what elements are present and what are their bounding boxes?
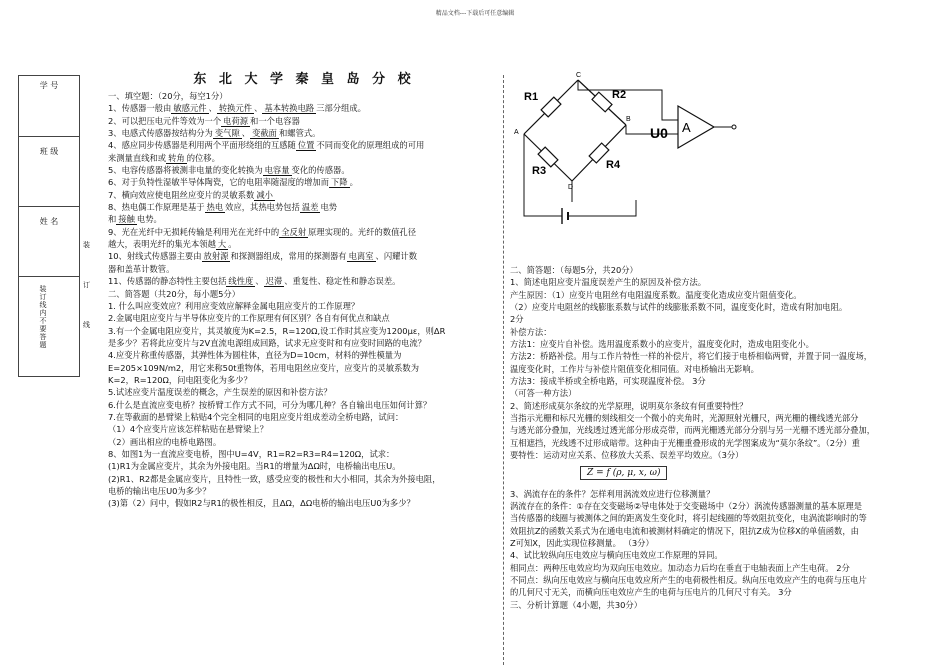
text-line: 当传感器的线圈与被测体之间的距离发生变化时，将引起线圈的等效阻抗变化，电涡流影响时的等 [510,513,867,524]
text-line: 2、可以把压电元件等效为一个 电荷源 和一个电容器 [108,115,300,126]
formula: Z = f (ρ, μ, x, ω) [580,466,667,480]
text-line: 的几何尺寸无关，而横向压电效应产生的电荷与压电片的几何尺寸有关。 3分 [510,587,792,598]
header-note: 精品文档---下载后可任意编辑 [435,10,515,17]
text-line: 5.试述应变片温度误差的概念，产生误差的原因和补偿方法？ [108,387,332,398]
right-column [510,264,942,611]
divider [19,276,79,277]
text-line: 4.应变片称重传感器，其弹性体为圆柱体，直径为D=10cm，材料的弹性模量为 [108,350,402,361]
text-line: 4、感应同步传感器是利用两个平面形绕组的互感随 位置 不同而变化的原理组成的可用 [108,140,425,151]
text-line: 1、传感器一般由 敏感元件 、 转换元件 、 基本转换电路 三部分组成。 [108,103,366,114]
text-line: 补偿方法： [510,326,552,337]
text-line: 3、涡流存在的条件？怎样利用涡流效应进行位移测量？ [510,488,715,499]
text-line: （可答一种方法） [510,388,577,399]
text-line: 方法1：应变片自补偿。选用温度系数小的应变片，温度变化时，造成电阻变化小。 [510,339,814,350]
text-line: 3、电感式传感器按结构分为 变气隙 、 变截面 和螺管式。 [108,128,321,139]
class-label: 班 级 [39,147,59,156]
text-line: 方法3：接成半桥或全桥电路，可实现温度补偿。 3分 [510,376,706,387]
text-line: 器和盖革计数管。 [108,263,175,274]
column-divider [503,75,504,665]
left-column [108,90,500,510]
student-info-box [18,75,80,377]
label-r4: R4 [606,159,621,171]
text-line: 5、电容传感器将被测非电量的变化转换为 电容量 变化的传感器。 [108,165,350,176]
text-line: 与透光部分叠加，光线透过透光部分形成亮带，而两光栅透光部分分别与另一光栅不透光部分叠加， [510,425,876,436]
node-c: C [576,72,582,79]
binding-mark: 线 [83,321,90,329]
text-line: E=205×109N/m2，用它来称50t重物体，若用电阻丝应变片，应变片的灵敏系数为 [108,362,420,373]
binding-mark: 装 [83,241,90,249]
label-r3: R3 [532,165,547,177]
text-line: 当指示光栅和标尺光栅的刻线相交一个微小的夹角时，光源照射光栅尺，两光栅的栅线透光部分 [510,413,859,424]
text-line: 2分 [510,314,524,325]
text-line: 来测量直线和或 转角 的位移。 [108,152,220,163]
text-line: 7、横向效应使电阻丝应变片的灵敏系数 减小 [108,189,273,200]
name-label: 姓 名 [39,217,59,226]
text-line: 是多少？若将此应变片与2V直流电源组成回路，试求无应变时和有应变时回路的电流？ [108,337,426,348]
text-line: Z可知X，因此实现位移测量。 （3分） [510,537,654,548]
bridge-circuit-diagram [510,68,750,248]
node-a: A [514,129,519,136]
text-line: 8、热电偶工作原理是基于 热电 效应，其热电势包括 温差 电势 [108,202,338,213]
label-r2: R2 [612,89,627,101]
binding-line-marks [83,225,90,345]
text-line: 一、填空题：（20分，每空1分） [108,91,228,101]
binding-notice: 装订线内不要答题 [39,285,47,349]
output-terminal [732,125,736,129]
node-d: D [568,184,574,191]
text-line: 10、射线式传感器主要由 放射源 和探测器组成，常用的探测器有 电离室 、闪耀计数 [108,251,418,262]
text-line: 二、简答题：（每题5分，共20分） [510,265,638,275]
divider [19,136,79,137]
text-line: 产生原因：（1）应变片电阻丝有电阻温度系数。温度变化造成应变片阻值变化。 [510,289,802,300]
text-line: 二、简答题（共20分，每小题5分） [108,288,240,299]
text-line: （2）画出相应的电桥电路图。 [108,436,222,447]
text-line: 三、分析计算题（4小题，共30分） [510,599,642,610]
text-line: 7.在等截面的悬臂梁上粘贴4个完全相同的电阻应变片组成差动全桥电路，试问： [108,411,404,422]
text-line: (3)第（2）问中，假如R2与R1的极性相反，且ΔΩ，ΔΩ电桥的输出电压U0为多少？ [108,498,415,509]
text-line: 互相遮挡，光线透不过形成暗带。这种由于光栅重叠形成的光学图案成为“莫尔条纹”。（2分）重 [510,437,860,448]
text-line: 11、传感器的静态特性主要包括 线性度 、 迟滞 、重复性、稳定性和静态误差。 [108,276,401,287]
text-line: K=2，R=120Ω，问电阻变化为多少？ [108,374,252,385]
text-line: 不同点：纵向压电效应与横向压电效应所产生的电荷极性相反。纵向压电效应产生的电荷与压电片 [510,574,867,585]
text-line: 3.有一个金属电阻应变片，其灵敏度为K=2.5，R=120Ω,设工作时其应变为1200με，则ΔR [108,325,446,336]
text-line: 越大，表明光纤的集光本领越 大 。 [108,239,237,250]
text-line: 9、光在光纤中无损耗传输是利用光在光纤中的 全反射 原理实现的。光纤的数值孔径 [108,226,416,237]
text-line: 效阻抗Z的函数关系式为在通电电流和被测材料确定的情况下，阻抗Z成为位移X的单值函数，由 [510,525,859,536]
text-line: 电桥的输出电压U0为多少？ [108,486,211,496]
text-line: 2.金属电阻应变片与半导体应变片的工作原理有何区别？各自有何优点和缺点 [108,313,390,324]
text-line: 涡流存在的条件：①存在交变磁场②导电体处于交变磁场中（2分）涡流传感器测量的基本原理是 [510,500,863,511]
divider [19,206,79,207]
text-line: 8、如图1为一直流应变电桥，图中U=4V，R1=R2=R3=R4=120Ω，试求： [108,448,395,459]
text-line: 相同点：两种压电效应均为双向压电效应。加动态力后均在垂直于电轴表面上产生电荷。 2分 [510,562,850,573]
text-line: 方法2：桥路补偿。用与工作片特性一样的补偿片，将它们接于电桥相临两臂，并置于同一温度场， [510,351,873,362]
label-r1: R1 [524,91,539,103]
amp-label: A [682,120,691,135]
text-line: (1)R1为金属应变片，其余为外接电阻。当R1的增量为ΔΩ时，电桥输出电压U。 [108,461,401,472]
text-line: 2、简述形成莫尔条纹的光学原理，说明莫尔条纹有何重要特性？ [510,400,748,411]
binding-mark: 订 [83,281,90,289]
text-line: 要特性：运动对应关系、位移放大关系、误差平均效应。（3分） [510,450,744,461]
text-line: 4、试比较纵向压电效应与横向压电效应工作原理的异同。 [510,550,723,561]
text-line: 1. 什么叫应变效应？利用应变效应解释金属电阻应变片的工作原理？ [108,300,360,311]
text-line: （1）4个应变片应该怎样粘贴在悬臂梁上？ [108,424,268,435]
text-line: 6.什么是直流应变电桥？按桥臂工作方式不同，可分为哪几种？各自输出电压如何计算？ [108,399,432,410]
node-b: B [626,116,631,123]
page-title: 东 北 大 学 秦 皇 岛 分 校 [193,72,415,87]
text-line: 和 接触 电势。 [108,214,162,225]
student-id-label: 学 号 [39,81,59,90]
text-line: 温度变化时，工作片与补偿片阻值变化相同值。对电桥输出无影响。 [510,363,759,374]
label-u0: U0 [650,125,668,141]
text-line: 1、简述电阻应变片温度误差产生的原因及补偿方法。 [510,277,707,288]
text-line: (2)R1、R2都是金属应变片，且特性一致，感受应变的极性和大小相同，其余为外接电阻， [108,473,441,484]
text-line: 6、对于负特性湿敏半导体陶瓷，它的电阻率随湿度的增加而 下降 。 [108,177,358,188]
text-line: （2）应变片电阻丝的线膨胀系数与试件的线膨胀系数不同，温度变化时，造成有附加电阻。 [510,302,848,313]
